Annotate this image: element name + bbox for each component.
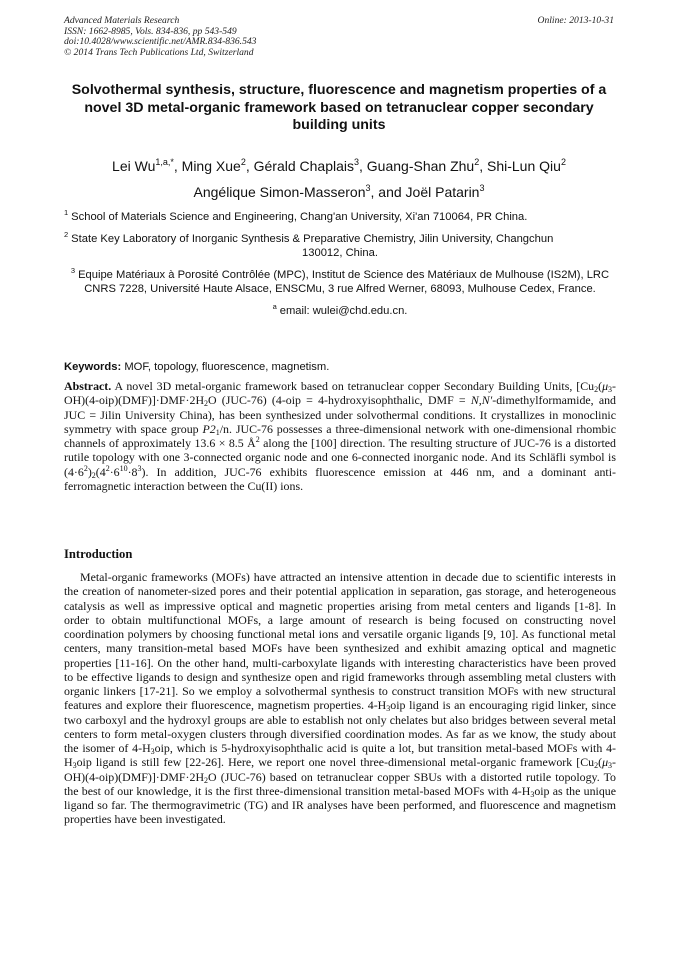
- abstract-text: along the [100] direction. The resulting structure of JUC-76 is a distorted rutile topology with one 3-connected organic node and one 6-connected inorganic node. And its Schläfli symbol is (4·6: [64, 436, 616, 479]
- affil-text: School of Materials Science and Engineering, Chang'an University, Xi'an 710064, PR China.: [71, 211, 528, 223]
- superscript: 2: [83, 463, 88, 473]
- author-name: Lei Wu: [112, 158, 156, 174]
- subscript: 3: [530, 789, 535, 799]
- and-word: and: [378, 184, 402, 200]
- paper-title: Solvothermal synthesis, structure, fluorescence and magnetism properties of a novel 3D metal-organic framework based on tetranuclear copper secondary building units: [71, 82, 607, 133]
- italic-term: N,N′: [470, 393, 493, 408]
- affil-sup: 1: [64, 208, 69, 217]
- abstract-text: /n. JUC-76 possesses a three-dimensional network with one-dimensional rhombic channels of approximately 13.6 × 8.5 Å: [64, 421, 617, 451]
- subscript: 2: [204, 775, 209, 785]
- affil-sup: 2: [64, 229, 69, 239]
- subscript: 3: [608, 761, 613, 771]
- author-name: Joël Patarin: [405, 184, 480, 200]
- author-name: Shi-Lun Qiu: [487, 158, 561, 174]
- affil-text: State Key Laboratory of Inorganic Synthesis & Preparative Chemistry, Jilin University, Changchun: [71, 232, 554, 245]
- author-sup: 2: [560, 157, 566, 167]
- corresponding-email: [64, 301, 616, 319]
- author-sup: 2: [474, 157, 480, 167]
- body-text: oip as the unique ligand so far. The thermogravimetric (TG) and IR analyses have been performed, and fluorescence and magnetism properties have been investigated.: [64, 783, 617, 827]
- author-sup: 2: [240, 157, 246, 167]
- greek-mu: μ: [602, 755, 609, 770]
- abstract-text: (4: [95, 464, 106, 479]
- abstract-text: O (JUC-76) (4-oip = 4-hydroxyisophthalic, DMF =: [208, 393, 471, 408]
- abstract-text: ): [87, 464, 92, 479]
- abstract-text: (: [598, 379, 603, 393]
- body-text: -OH)(4-oip)(DMF)]·DMF·2H: [64, 755, 616, 784]
- intro-paragraph: [64, 570, 616, 827]
- journal-header: [64, 16, 614, 58]
- abstract: [64, 379, 616, 493]
- affil-sup: a: [272, 301, 277, 311]
- abstract-text: -OH)(4-oip)(DMF)]·DMF·2H: [64, 379, 616, 408]
- keywords: [64, 360, 616, 374]
- author-name: Angélique Simon-Masseron: [193, 184, 366, 200]
- space-group: P2: [202, 421, 216, 436]
- keywords-label: Keywords:: [64, 361, 122, 373]
- affil-text: Equipe Matériaux à Porosité Contrôlée (MPC), Institut de Science des Matériaux de Mulhouse (IS2M), LRC CNRS 7228, Université Haute Alsace, ENSCMu, 3 rue Alfred Werner, 68093, Mulhouse Cedex, France.: [78, 268, 610, 296]
- superscript: 10: [119, 463, 128, 473]
- copyright: © 2014 Trans Tech Publications Ltd, Switzerland: [64, 46, 254, 58]
- subscript: 1: [215, 427, 220, 437]
- body-text: O (JUC-76) based on tetranuclear copper SBUs with a distorted rutile topology. To the best of our knowledge, it is the first three-dimensional transition metal-based MOFs with 4-H: [64, 769, 616, 798]
- superscript: 2: [255, 435, 260, 445]
- author-sup: 3: [354, 157, 360, 167]
- abstract-label: Abstract.: [64, 379, 112, 393]
- body-text: oip ligand is still few [22-26]. Here, we report one novel three-dimensional metal-organic framework [Cu: [76, 755, 595, 770]
- author-name: Gérald Chaplais: [253, 158, 354, 174]
- affiliation-1: [64, 210, 616, 225]
- author-sup: 1,a,*: [155, 157, 174, 167]
- author-sup: 3: [479, 183, 485, 193]
- body-text: (: [598, 755, 603, 770]
- subscript: 3: [386, 704, 391, 714]
- body-text: oip ligand is an encouraging rigid linker, since two carboxyl and the hydroxyl groups are able to establish not only chelates but also bridges between several metal centers to form metal-oxygen clusters through diversified coordination modes. As far as we know, the study about the isomer of 4-H: [64, 698, 616, 755]
- email-text: email: wulei@chd.edu.cn.: [279, 304, 408, 317]
- author-sup: 3: [365, 183, 371, 193]
- author-list: Lei $Wu^{1,a,*}$, Ming Xue$^2$, Gérald Chaplais$^3$, Guang-Shan Zhu$^2$, Shi-Lun Qiu$^2$ Angélique Simon-Masseron$^3$, and Joël Patarin$^3$: [112, 157, 566, 200]
- subscript: 3: [72, 761, 77, 771]
- superscript: 2: [105, 463, 110, 473]
- subscript: 2: [594, 385, 599, 394]
- affiliations: [64, 210, 616, 326]
- journal-name: Advanced Materials Research: [64, 15, 180, 26]
- subscript: 3: [150, 747, 155, 756]
- affiliation-3: [64, 265, 616, 297]
- issn: ISSN: 1662-8985, Vols. 834-836, pp 543-549: [64, 25, 237, 37]
- abstract-text: A novel 3D metal-organic framework based on tetranuclear copper Secondary Building Units, [Cu: [114, 379, 595, 393]
- section-heading: Introduction: [64, 547, 133, 561]
- author-name: Ming Xue: [181, 158, 241, 174]
- abstract-text: -dimethylformamide, and JUC = Jilin University China), has been synthesized under solvothermal conditions. It crystallizes in monoclinic symmetry with space group: [64, 393, 616, 436]
- subscript: 2: [594, 761, 599, 771]
- affiliation-2: [64, 229, 616, 261]
- keywords-text: MOF, topology, fluorescence, magnetism.: [124, 361, 330, 373]
- online-date: Online: 2013-10-31: [537, 15, 614, 26]
- affil-sup: 3: [70, 265, 76, 275]
- affil-text: 130012, China.: [302, 247, 378, 260]
- author-name: Guang-Shan Zhu: [366, 158, 475, 174]
- abstract-text: ·6: [109, 464, 120, 479]
- abstract-text: ·8: [127, 464, 138, 479]
- abstract-text: ). In addition, JUC-76 exhibits fluorescence emission at 446 nm, and a dominant anti-ferromagnetic interaction between the Cu(II) ions.: [64, 464, 616, 494]
- body-text: oip, which is 5-hydroxyisophthalic acid is quite a lot, but transition metal-based MOFs with 4-H: [64, 741, 616, 770]
- superscript: 3: [137, 463, 142, 473]
- greek-mu: μ: [602, 379, 609, 393]
- doi: doi:10.4028/www.scientific.net/AMR.834-836.543: [64, 36, 257, 48]
- subscript: 2: [204, 399, 209, 409]
- subscript: 2: [91, 470, 96, 480]
- body-text: Metal-organic frameworks (MOFs) have attracted an intensive attention in decade due to scientific interests in the creation of nanometer-sized pores and their potential application in separation, gas storage, and heterogeneous catalysis as well as impressive optical and magnetic properties arising from metal centers and ligands [1-8]. In order to obtain multifunctional MOFs, a large amount of research is being focused on constructing novel coordination polymers by choosing functional metal ions and versatile organic ligands [9, 10]. As functional metal centers, many transition-metal based MOFs have been synthesized and exhibit amazing optical and magnetic properties [11-16]. On the other hand, multi-carboxylate ligands with interesting characteristics have been proved to be effective ligands to design and synthesize open and rigid frameworks through assembling metal clusters with organic linkers [17-21]. So we employ a solvothermal synthesis to construct transition MOFs with new structural features and explore their fluorescence, magnetism properties. 4-H: [64, 570, 616, 713]
- subscript: 3: [608, 385, 613, 394]
